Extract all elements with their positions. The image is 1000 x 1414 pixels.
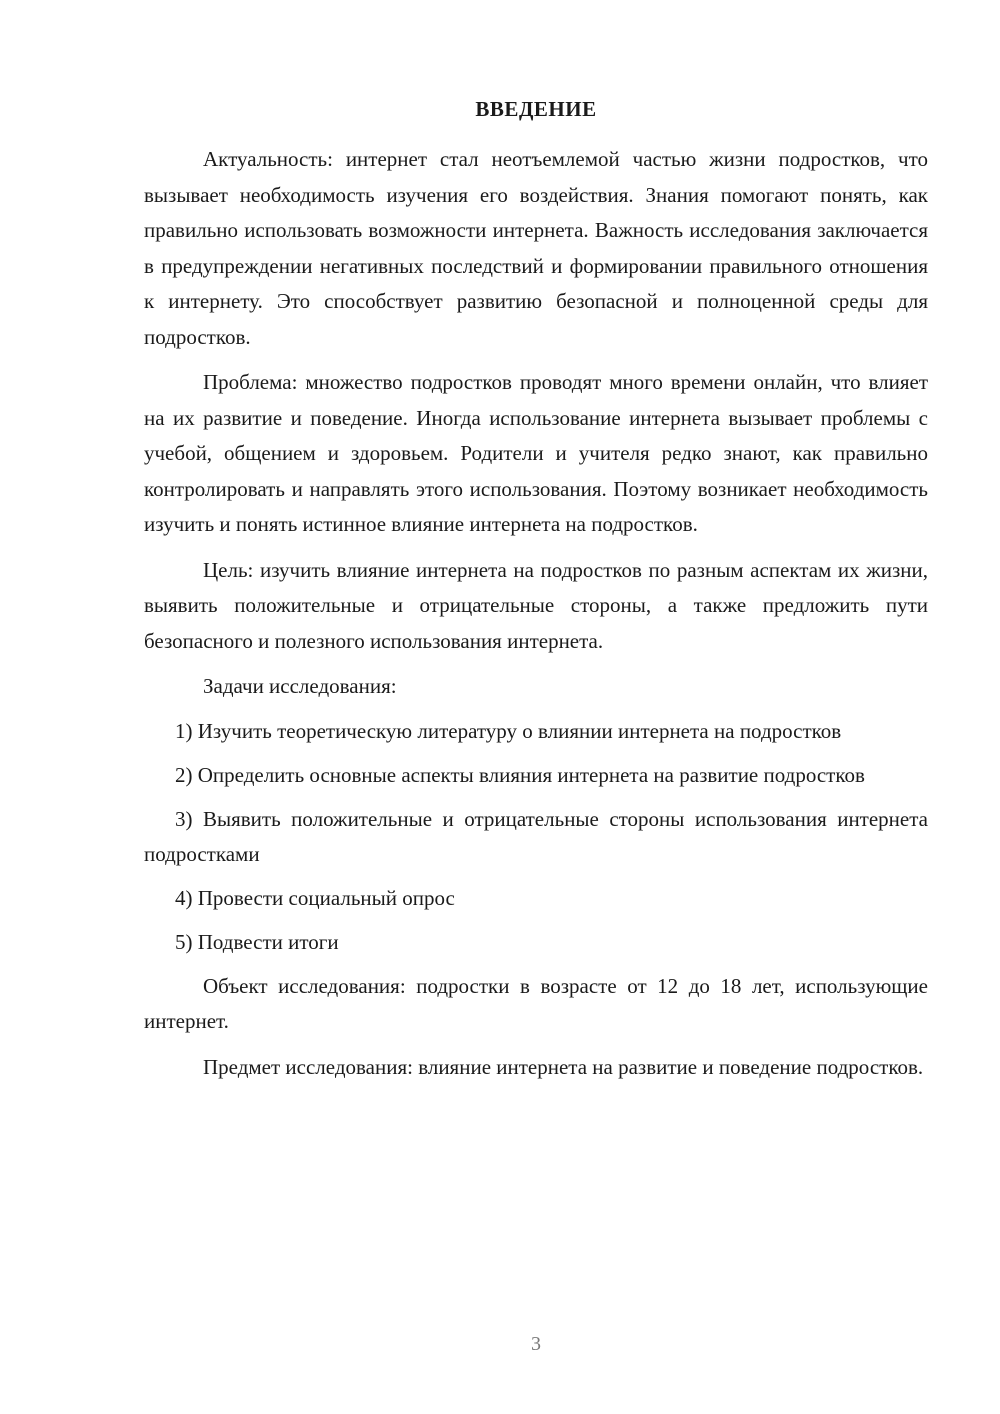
task-item-1: 1) Изучить теоретическую литературу о влиянии интернета на подростков [175,718,842,743]
paragraph-tasks-title: Задачи исследования: [203,674,397,698]
section-heading: ВВЕДЕНИЕ [475,97,597,121]
paragraph-research-subject: Предмет исследования: влияние интернета на развитие и поведение подростков. [203,1054,924,1079]
task-item-4: 4) Провести социальный опрос [175,885,455,910]
task-item-5: 5) Подвести итоги [175,929,339,954]
task-item-2: 2) Определить основные аспекты влияния интернета на развитие подростков [175,762,865,787]
paragraph-research-object: Объект исследования: подростки в возрасте от 12 до 18 лет, использующие интернет. [144,973,928,1033]
task-item-3: 3) Выявить положительные и отрицательные стороны использования интернета подростками [144,806,928,866]
page-number: 3 [531,1333,541,1355]
paragraph-problem: Проблема: множество подростков проводят много времени онлайн, что влияет на их развитие и поведение. Иногда использование интернета вызывает проблемы с учебой, общением и здоровьем. Родители и учителя редко знают, как правильно контролировать и направлять этого использования. Поэтому возникает необходимость изучить и понять истинное влияние интернета на подростков. [144,370,928,536]
document-body [144,142,928,1095]
paragraph-relevance: Актуальность: интернет стал неотъемлемой частью жизни подростков, что вызывает необходимость изучения его воздействия. Знания помогают понять, как правильно использовать возможности интернета. Важность исследования заключается в предупреждении негативных последствий и формировании правильного отношения к интернету. Это способствует развитию безопасной и полноценной среды для подростков. [144,147,928,349]
paragraph-goal: Цель: изучить влияние интернета на подростков по разным аспектам их жизни, выявить положительные и отрицательные стороны, а также предложить пути безопасного и полезного использования интернета. [144,557,928,653]
